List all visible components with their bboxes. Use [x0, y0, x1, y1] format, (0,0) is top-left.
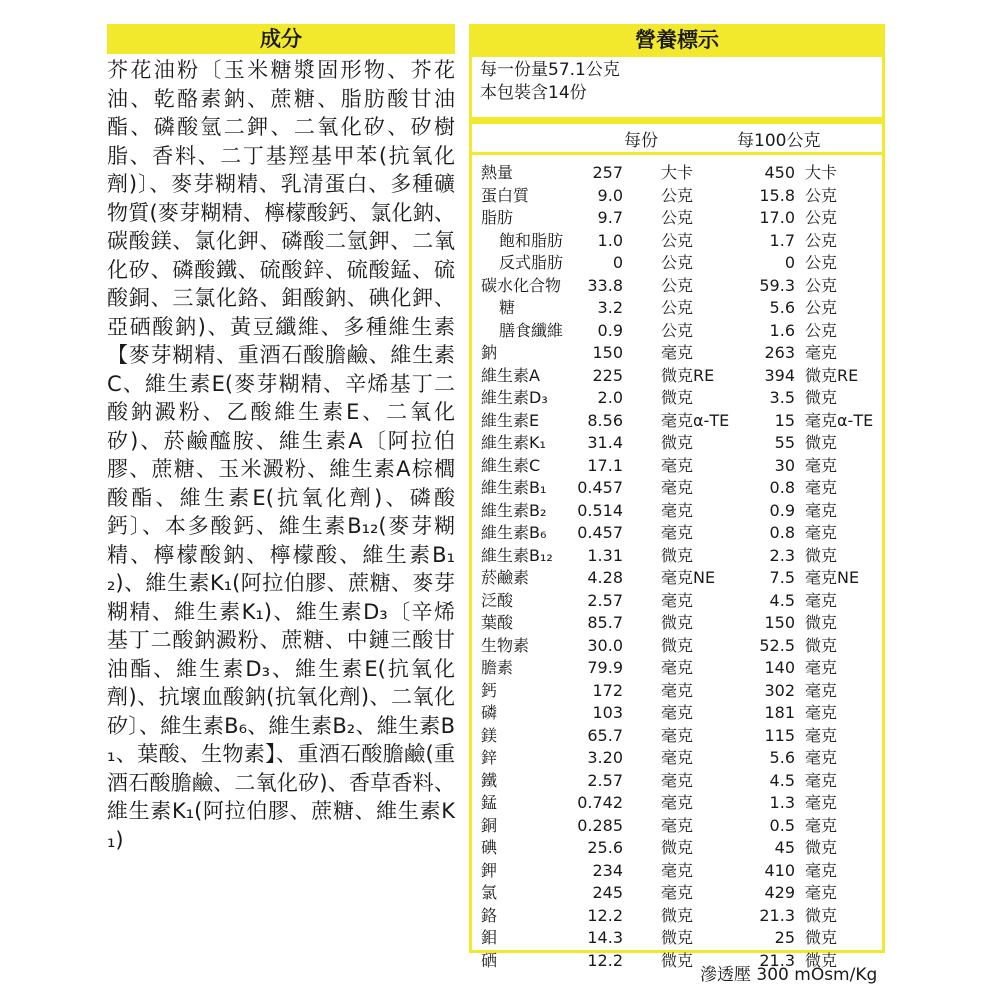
nutrient-name: 鎂: [481, 725, 498, 745]
unit-per-serving: 毫克NE: [661, 568, 716, 587]
value-per-100g: 263: [764, 343, 795, 362]
value-per-100g: 0.8: [769, 523, 795, 542]
nutrient-row: [472, 545, 882, 568]
unit-per-serving: 毫克: [661, 478, 694, 497]
value-per-serving: 14.3: [587, 928, 623, 947]
unit-per-serving: 公克: [661, 320, 694, 340]
nutrient-row: [472, 455, 882, 478]
value-per-serving: 103: [592, 703, 623, 722]
value-per-100g: 21.3: [759, 905, 795, 925]
unit-per-serving: 微克: [661, 928, 694, 947]
unit-per-serving: 微克: [661, 433, 694, 452]
nutrition-title: 營養標示: [472, 27, 882, 57]
value-per-100g: 302: [764, 680, 795, 700]
unit-per-serving: 大卡: [661, 163, 694, 182]
unit-per-serving: 毫克: [661, 860, 694, 880]
value-per-100g: 115: [764, 725, 795, 745]
unit-per-serving: 公克: [661, 298, 694, 317]
unit-per-serving: 微克: [661, 613, 694, 632]
value-per-100g: 450: [764, 163, 795, 182]
unit-per-serving: 公克: [661, 208, 694, 227]
nutrient-row: [472, 522, 882, 545]
value-per-100g: 181: [764, 703, 795, 722]
unit-per-100g: 毫克: [805, 770, 838, 790]
value-per-100g: 2.3: [769, 545, 795, 565]
nutrient-name: 維生素E: [481, 410, 540, 430]
value-per-100g: 15.8: [759, 185, 795, 205]
nutrient-name: 維生素B₆: [481, 523, 547, 542]
value-per-100g: 410: [764, 860, 795, 880]
value-per-100g: 150: [764, 613, 795, 632]
value-per-serving: 31.4: [587, 433, 623, 452]
nutrient-row: [472, 680, 882, 703]
unit-per-100g: 微克: [805, 433, 838, 452]
unit-per-serving: 毫克: [661, 658, 694, 677]
unit-per-serving: 公克: [661, 275, 694, 295]
unit-per-100g: 公克: [805, 230, 838, 250]
value-per-serving: 0.742: [577, 793, 623, 812]
nutrient-name: 菸鹼素: [481, 568, 530, 587]
value-per-100g: 0: [784, 253, 795, 272]
value-per-100g: 429: [764, 883, 795, 902]
unit-per-100g: 公克: [805, 185, 838, 205]
nutrient-row: [472, 837, 882, 860]
value-per-serving: 2.57: [587, 590, 623, 610]
unit-per-100g: 微克: [805, 950, 838, 970]
section-divider: [472, 117, 882, 124]
unit-per-100g: 微克: [805, 545, 838, 565]
nutrient-name: 銅: [481, 815, 498, 835]
nutrient-row: [472, 635, 882, 658]
nutrient-name: 鈉: [481, 343, 498, 362]
value-per-serving: 8.56: [587, 410, 623, 430]
value-per-serving: 0.9: [597, 320, 623, 340]
nutrient-name: 維生素B₁: [481, 478, 547, 497]
nutrient-row: [472, 747, 882, 770]
nutrient-row: [472, 342, 882, 365]
unit-per-serving: 微克: [661, 950, 694, 970]
serving-info: [480, 59, 620, 105]
unit-per-100g: 微克RE: [805, 365, 859, 385]
ingredients-title: 成分: [107, 24, 455, 54]
value-per-100g: 0.8: [769, 478, 795, 497]
nutrient-row: [472, 882, 882, 905]
nutrient-name: 生物素: [481, 635, 530, 655]
value-per-100g: 394: [764, 365, 795, 385]
value-per-serving: 12.2: [587, 950, 623, 970]
nutrient-name: 鉬: [481, 928, 498, 947]
unit-per-serving: 毫克: [661, 523, 694, 542]
unit-per-100g: 毫克: [805, 860, 838, 880]
nutrient-row: [472, 207, 882, 230]
nutrient-name: 鉻: [481, 905, 498, 925]
unit-per-serving: 微克: [661, 388, 694, 407]
unit-per-100g: 毫克: [805, 590, 838, 610]
value-per-serving: 65.7: [587, 725, 623, 745]
value-per-serving: 234: [592, 860, 623, 880]
value-per-100g: 3.5: [769, 388, 795, 407]
unit-per-100g: 毫克α-TE: [805, 410, 874, 430]
nutrient-name: 飽和脂肪: [499, 230, 564, 250]
nutrient-row: [472, 477, 882, 500]
unit-per-100g: 毫克: [805, 725, 838, 745]
nutrient-name: 維生素B₂: [481, 500, 547, 520]
value-per-serving: 225: [592, 365, 623, 385]
nutrient-name: 碘: [481, 838, 498, 857]
unit-per-100g: 毫克: [805, 455, 838, 475]
value-per-100g: 5.6: [769, 298, 795, 317]
value-per-serving: 4.28: [587, 568, 623, 587]
nutrient-name: 維生素B₁₂: [481, 545, 553, 565]
unit-per-serving: 毫克: [661, 748, 694, 767]
nutrient-name: 氯: [481, 883, 498, 902]
nutrient-name: 膽素: [481, 658, 514, 677]
nutrient-row: [472, 230, 882, 253]
nutrient-name: 硒: [481, 950, 498, 970]
nutrient-name: 反式脂肪: [499, 253, 564, 272]
unit-per-serving: 毫克: [661, 590, 694, 610]
value-per-serving: 0.285: [577, 815, 623, 835]
header-divider: [472, 152, 882, 155]
nutrient-name: 磷: [481, 703, 498, 722]
nutrient-row: [472, 905, 882, 928]
nutrient-row: [472, 432, 882, 455]
nutrient-name: 膳食纖維: [499, 320, 564, 340]
value-per-100g: 4.5: [769, 590, 795, 610]
unit-per-serving: 微克: [661, 545, 694, 565]
value-per-100g: 21.3: [759, 950, 795, 970]
unit-per-serving: 微克RE: [661, 365, 715, 385]
value-per-serving: 2.0: [597, 388, 623, 407]
nutrient-name: 鉀: [481, 860, 498, 880]
nutrient-name: 糖: [499, 298, 516, 317]
unit-per-serving: 毫克: [661, 703, 694, 722]
unit-per-100g: 微克: [805, 388, 838, 407]
value-per-100g: 17.0: [759, 208, 795, 227]
unit-per-serving: 公克: [661, 253, 694, 272]
nutrient-row: [472, 365, 882, 388]
nutrient-row: [472, 567, 882, 590]
value-per-serving: 1.31: [587, 545, 623, 565]
value-per-100g: 7.5: [769, 568, 795, 587]
value-per-100g: 140: [764, 658, 795, 677]
value-per-serving: 3.2: [597, 298, 623, 317]
value-per-serving: 25.6: [587, 838, 623, 857]
unit-per-serving: 毫克: [661, 883, 694, 902]
unit-per-serving: 毫克: [661, 680, 694, 700]
value-per-100g: 52.5: [759, 635, 795, 655]
value-per-serving: 0: [612, 253, 623, 272]
unit-per-serving: 毫克: [661, 815, 694, 835]
nutrient-row: [472, 387, 882, 410]
value-per-100g: 1.7: [769, 230, 795, 250]
nutrient-name: 維生素C: [481, 455, 541, 475]
unit-per-100g: 毫克: [805, 343, 838, 362]
value-per-100g: 59.3: [759, 275, 795, 295]
unit-per-100g: 微克: [805, 838, 838, 857]
unit-per-serving: 微克: [661, 635, 694, 655]
value-per-serving: 3.20: [587, 748, 623, 767]
value-per-100g: 30: [774, 455, 795, 475]
value-per-serving: 245: [592, 883, 623, 902]
nutrient-row: [472, 702, 882, 725]
nutrient-row: [472, 297, 882, 320]
value-per-serving: 30.0: [587, 635, 623, 655]
nutrient-row: [472, 657, 882, 680]
nutrient-row: [472, 770, 882, 793]
unit-per-100g: 微克: [805, 928, 838, 947]
nutrient-name: 熱量: [481, 163, 514, 182]
unit-per-100g: 公克: [805, 320, 838, 340]
value-per-serving: 9.7: [597, 208, 623, 227]
value-per-serving: 33.8: [587, 275, 623, 295]
nutrient-row: [472, 725, 882, 748]
nutrient-name: 泛酸: [481, 590, 514, 610]
value-per-serving: 85.7: [587, 613, 623, 632]
unit-per-100g: 公克: [805, 253, 838, 272]
value-per-serving: 0.514: [577, 500, 623, 520]
unit-per-100g: 公克: [805, 208, 838, 227]
unit-per-serving: 毫克: [661, 725, 694, 745]
nutrient-name: 維生素K₁: [481, 433, 546, 452]
value-per-serving: 2.57: [587, 770, 623, 790]
nutrient-row: [472, 320, 882, 343]
nutrient-row: [472, 162, 882, 185]
nutrient-name: 維生素D₃: [481, 388, 548, 407]
value-per-serving: 9.0: [597, 185, 623, 205]
value-per-100g: 55: [774, 433, 795, 452]
unit-per-100g: 毫克: [805, 748, 838, 767]
unit-per-serving: 毫克α-TE: [661, 410, 730, 430]
nutrient-name: 蛋白質: [481, 185, 530, 205]
nutrient-name: 脂肪: [481, 208, 514, 227]
unit-per-100g: 毫克: [805, 883, 838, 902]
value-per-serving: 17.1: [587, 455, 623, 475]
unit-per-serving: 毫克: [661, 793, 694, 812]
nutrient-name: 葉酸: [481, 613, 514, 632]
unit-per-100g: 毫克: [805, 478, 838, 497]
value-per-100g: 5.6: [769, 748, 795, 767]
value-per-serving: 1.0: [597, 230, 623, 250]
value-per-100g: 1.6: [769, 320, 795, 340]
unit-per-100g: 毫克: [805, 658, 838, 677]
value-per-100g: 0.5: [769, 815, 795, 835]
nutrient-row: [472, 252, 882, 275]
ingredients-text: 芥花油粉〔玉米糖漿固形物、芥花油、乾酪素鈉、蔗糖、脂肪酸甘油酯、磷酸氫二鉀、二氧化矽、矽樹脂、香料、二丁基羥基甲苯(抗氧化劑)〕、麥芽糊精、乳清蛋白、多種礦物質(麥芽糊精、檸檬酸鈣、氯化鈉、碳酸鎂、氯化鉀、磷酸二氫鉀、二氧化矽、磷酸鐵、硫酸鋅、硫酸錳、硫酸銅、三氯化鉻、鉬酸鈉、碘化鉀、亞硒酸鈉)、黃豆纖維、多種維生素【麥芽糊精、重酒石酸膽鹼、維生素C、維生素E(麥芽糊精、辛烯基丁二酸鈉澱粉、乙酸維生素E、二氧化矽)、菸鹼醯胺、維生素A〔阿拉伯膠、蔗糖、玉米澱粉、維生素A棕櫚酸酯、維生素E(抗氧化劑)、磷酸鈣〕、本多酸鈣、維生素B₁₂(麥芽糊精、檸檬酸鈉、檸檬酸、維生素B₁₂)、維生素K₁(阿拉伯膠、蔗糖、麥芽糊精、維生素K₁)、維生素D₃〔辛烯基丁二酸鈉澱粉、蔗糖、中鏈三酸甘油酯、維生素D₃、維生素E(抗氧化劑)、抗壞血酸鈉(抗氧化劑)、二氧化矽〕、維生素B₆、維生素B₂、維生素B₁、葉酸、生物素】、重酒石酸膽鹼(重酒石酸膽鹼、二氧化矽)、香草香料、維生素K₁(阿拉伯膠、蔗糖、維生素K₁): [107, 58, 455, 852]
nutrient-row: [472, 275, 882, 298]
value-per-100g: 1.3: [769, 793, 795, 812]
serving-size: 每一份量57.1公克: [480, 60, 620, 80]
unit-per-100g: 毫克: [805, 703, 838, 722]
nutrient-name: 錳: [481, 793, 498, 812]
nutrient-row: [472, 815, 882, 838]
unit-per-100g: 微克: [805, 905, 838, 925]
nutrient-name: 鋅: [481, 748, 498, 767]
value-per-serving: 172: [592, 680, 623, 700]
value-per-serving: 0.457: [577, 478, 623, 497]
unit-per-100g: 毫克: [805, 815, 838, 835]
unit-per-serving: 微克: [661, 905, 694, 925]
osmolality-note: 滲透壓 300 mOsm/Kg: [700, 965, 878, 985]
unit-per-100g: 毫克NE: [805, 568, 860, 587]
nutrient-row: [472, 590, 882, 613]
nutrient-row: [472, 792, 882, 815]
column-header-per-100g: 每100公克: [737, 131, 821, 151]
unit-per-100g: 毫克: [805, 793, 838, 812]
unit-per-100g: 公克: [805, 298, 838, 317]
unit-per-100g: 毫克: [805, 500, 838, 520]
value-per-100g: 25: [774, 928, 795, 947]
nutrient-row: [472, 500, 882, 523]
nutrient-name: 維生素A: [481, 365, 540, 385]
value-per-serving: 12.2: [587, 905, 623, 925]
servings-per-package: 本包裝含14份: [480, 83, 587, 103]
unit-per-serving: 公克: [661, 230, 694, 250]
unit-per-100g: 毫克: [805, 680, 838, 700]
nutrient-name: 碳水化合物: [481, 275, 562, 295]
unit-per-100g: 微克: [805, 635, 838, 655]
value-per-serving: 257: [592, 163, 623, 182]
value-per-100g: 45: [774, 838, 795, 857]
nutrient-table: [472, 162, 882, 972]
unit-per-100g: 公克: [805, 275, 838, 295]
value-per-serving: 79.9: [587, 658, 623, 677]
value-per-100g: 15: [774, 410, 795, 430]
nutrient-row: [472, 927, 882, 950]
value-per-100g: 0.9: [769, 500, 795, 520]
unit-per-serving: 公克: [661, 185, 694, 205]
nutrient-row: [472, 410, 882, 433]
unit-per-serving: 毫克: [661, 455, 694, 475]
nutrient-row: [472, 185, 882, 208]
nutrient-name: 鐵: [481, 770, 498, 790]
unit-per-serving: 毫克: [661, 343, 694, 362]
unit-per-serving: 毫克: [661, 770, 694, 790]
value-per-100g: 4.5: [769, 770, 795, 790]
unit-per-serving: 毫克: [661, 500, 694, 520]
nutrient-row: [472, 612, 882, 635]
unit-per-100g: 微克: [805, 613, 838, 632]
unit-per-100g: 毫克: [805, 523, 838, 542]
value-per-serving: 0.457: [577, 523, 623, 542]
nutrition-facts-panel: [469, 24, 885, 970]
column-header-per-serving: 每份: [624, 131, 658, 151]
value-per-serving: 150: [592, 343, 623, 362]
unit-per-serving: 微克: [661, 838, 694, 857]
nutrient-name: 鈣: [481, 680, 498, 700]
unit-per-100g: 大卡: [805, 163, 838, 182]
nutrient-row: [472, 860, 882, 883]
